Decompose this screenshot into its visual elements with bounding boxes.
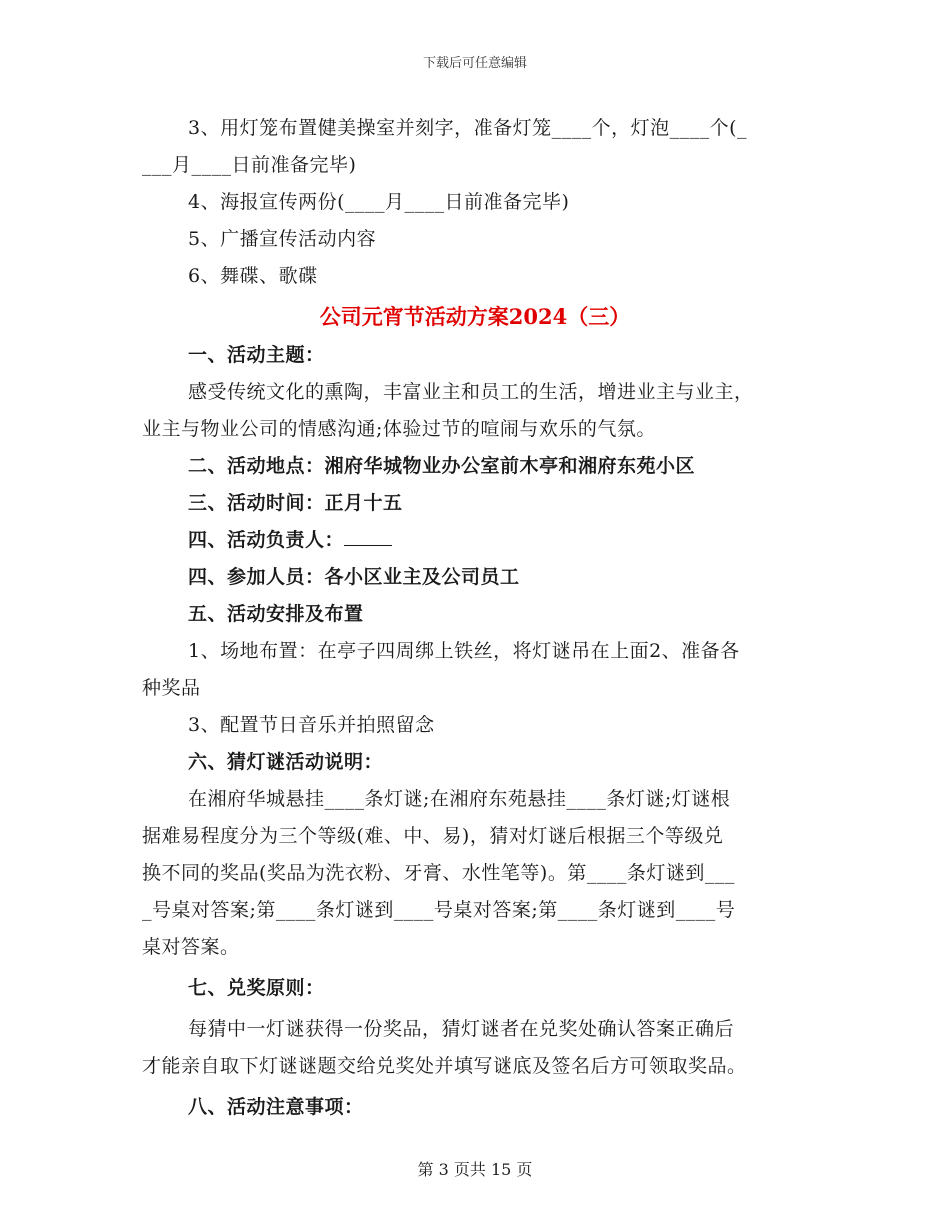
paragraph-line: 1、场地布置：在亭子四周绑上铁丝，将灯谜吊在上面2、准备各 [188,640,740,662]
paragraph-line: _号桌对答案;第____条灯谜到____号桌对答案;第____条灯谜到____号 [142,899,736,921]
owner-blank [344,525,392,546]
paragraph-line: 业主与物业公司的情感沟通;体验过节的喧闹与欢乐的气氛。 [142,418,656,440]
paragraph-line: 在湘府华城悬挂____条灯谜;在湘府东苑悬挂____条灯谜;灯谜根 [188,788,731,810]
list-item: 6、舞碟、歌碟 [188,265,318,287]
heading-time: 三、活动时间：正月十五 [188,492,403,514]
page-header: 下载后可任意编辑 [422,56,527,71]
heading-prize: 七、兑奖原则： [188,977,325,999]
paragraph-line: 据难易程度分为三个等级(难、中、易)，猜对灯谜后根据三个等级兑 [142,825,724,847]
paragraph-line: 每猜中一灯谜获得一份奖品，猜灯谜者在兑奖处确认答案正确后 [188,1018,735,1040]
heading-participants: 四、参加人员：各小区业主及公司员工 [188,566,520,588]
heading-owner [142,522,808,559]
heading-location: 二、活动地点：湘府华城物业办公室前木亭和湘府东苑小区 [188,455,696,477]
paragraph-line: 换不同的奖品(奖品为洗衣粉、牙膏、水性笔等)。第____条灯谜到___ [142,862,735,884]
paragraph-line: 3、配置节日音乐并拍照留念 [188,714,435,736]
paragraph-line: 种奖品 [142,677,201,699]
paragraph-line: 桌对答案。 [142,936,240,958]
list-item: ___月____日前准备完毕) [142,154,357,176]
section-title: 公司元宵节活动方案2024（三） [319,304,631,329]
heading-theme: 一、活动主题： [188,344,325,366]
document-body [142,110,808,1126]
heading-arrangement: 五、活动安排及布置 [188,603,364,625]
owner-label: 四、活动负责人： [188,529,345,551]
list-item: 5、广播宣传活动内容 [188,228,377,250]
paragraph-line: 感受传统文化的熏陶，丰富业主和员工的生活，增进业主与业主， [188,381,754,403]
list-item: 3、用灯笼布置健美操室并刻字，准备灯笼____个，灯泡____个(_ [188,117,748,139]
paragraph-line: 才能亲自取下灯谜谜题交给兑奖处并填写谜底及签名后方可领取奖品。 [142,1055,747,1077]
list-item: 4、海报宣传两份(____月____日前准备完毕) [188,191,570,213]
page-footer: 第 3 页共 15 页 [417,1160,533,1179]
heading-riddle: 六、猜灯谜活动说明： [188,751,384,773]
heading-notes: 八、活动注意事项： [188,1096,364,1118]
